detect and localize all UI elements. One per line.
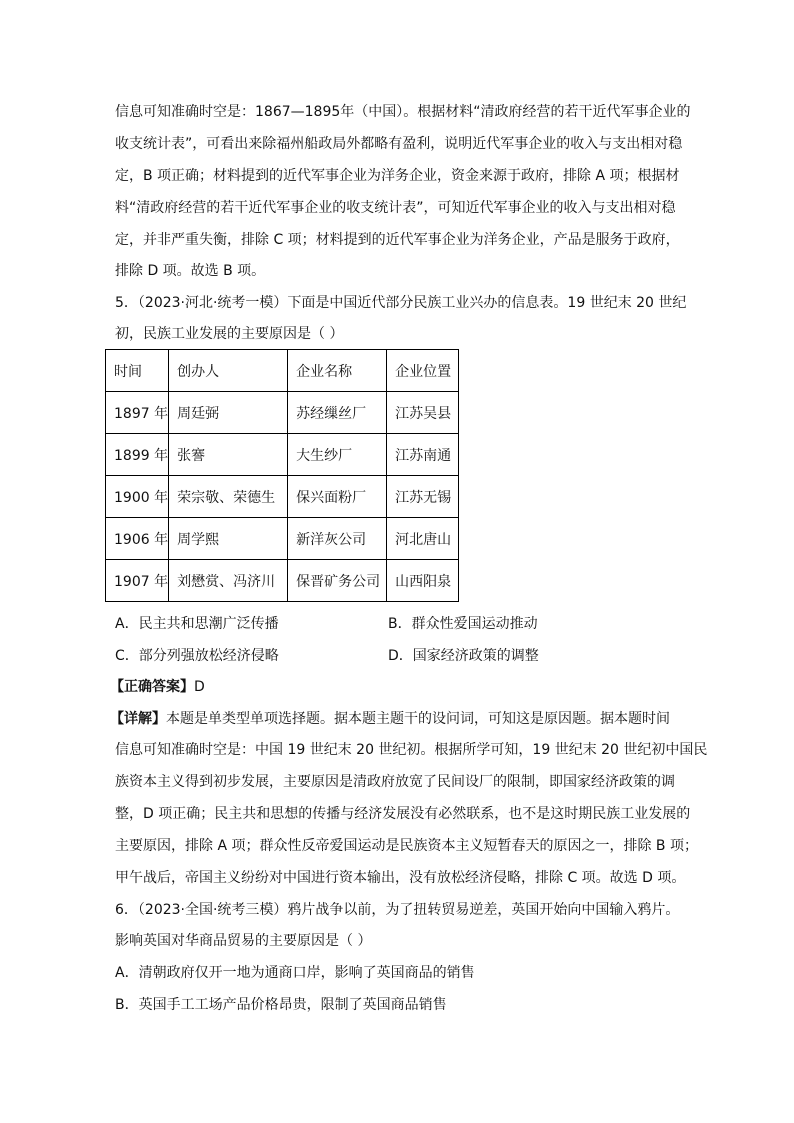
table-cell: 1900 年 xyxy=(106,476,169,518)
q5-detail-line xyxy=(110,709,690,729)
prev-explanation-line: 排除 D 项。故选 B 项。 xyxy=(115,263,266,279)
q6-stem-line: 影响英国对华商品贸易的主要原因是（ ） xyxy=(115,933,372,949)
table-row xyxy=(106,392,459,434)
enterprise-info-table xyxy=(105,349,459,602)
table-header-cell: 创办人 xyxy=(169,350,288,392)
table-cell: 1897 年 xyxy=(106,392,169,434)
q5-answer-line xyxy=(110,677,690,697)
q5-detail-line: 主要原因，排除 A 项；群众性反帝爱国运动是民族资本主义短暂春天的原因之一，排除 B 项； xyxy=(115,838,698,854)
answer-value: D xyxy=(194,679,205,695)
table-cell: 河北唐山 xyxy=(387,518,459,560)
table-cell: 张謇 xyxy=(169,434,288,476)
table-header-cell: 时间 xyxy=(106,350,169,392)
q5-option-b: B．群众性爱国运动推动 xyxy=(388,616,538,632)
table-cell: 1899 年 xyxy=(106,434,169,476)
table-cell: 江苏吴县 xyxy=(387,392,459,434)
q5-option-d: D．国家经济政策的调整 xyxy=(388,648,539,664)
q6-option-b: B．英国手工工场产品价格昂贵，限制了英国商品销售 xyxy=(115,997,447,1013)
table-cell: 1907 年 xyxy=(106,560,169,602)
q6-option-a: A．清朝政府仅开一地为通商口岸，影响了英国商品的销售 xyxy=(115,965,475,981)
table-cell: 苏经缫丝厂 xyxy=(288,392,387,434)
table-cell: 1906 年 xyxy=(106,518,169,560)
q5-option-c: C．部分列强放松经济侵略 xyxy=(115,648,279,664)
table-cell: 新洋灰公司 xyxy=(288,518,387,560)
table-cell: 刘懋赏、冯济川 xyxy=(169,560,288,602)
detail-label: 【详解】 xyxy=(110,711,166,727)
answer-label: 【正确答案】 xyxy=(110,679,194,695)
table-cell: 周学熙 xyxy=(169,518,288,560)
table-row xyxy=(106,518,459,560)
q5-option-a: A．民主共和思潮广泛传播 xyxy=(115,616,279,632)
table-cell: 江苏南通 xyxy=(387,434,459,476)
q6-stem-line: 6．（2023·全国·统考三模）鸦片战争以前，为了扭转贸易逆差，英国开始向中国输入鸦片。 xyxy=(115,902,680,918)
table-cell: 保兴面粉厂 xyxy=(288,476,387,518)
table-cell: 山西阳泉 xyxy=(387,560,459,602)
detail-text: 本题是单类型单项选择题。据本题主题干的设问词，可知这是原因题。据本题时间 xyxy=(166,711,670,727)
table-header-row xyxy=(106,350,459,392)
table-cell: 荣宗敬、荣德生 xyxy=(169,476,288,518)
prev-explanation-line: 信息可知准确时空是：1867—1895年（中国）。根据材料“清政府经营的若干近代军事企业的 xyxy=(115,104,691,120)
q5-stem-line: 5．（2023·河北·统考一模）下面是中国近代部分民族工业兴办的信息表。19 世纪末 20 世纪 xyxy=(115,295,687,311)
table-cell: 大生纱厂 xyxy=(288,434,387,476)
table-header-cell: 企业位置 xyxy=(387,350,459,392)
prev-explanation-line: 收支统计表”，可看出来除福州船政局外都略有盈利，说明近代军事企业的收入与支出相对稳 xyxy=(115,136,683,152)
q5-detail-line: 整，D 项正确；民主共和思想的传播与经济发展没有必然联系，也不是这时期民族工业发展的 xyxy=(115,806,691,822)
table-row xyxy=(106,434,459,476)
q5-detail-line: 族资本主义得到初步发展，主要原因是清政府放宽了民间设厂的限制，即国家经济政策的调 xyxy=(115,774,675,790)
prev-explanation-line: 定，B 项正确；材料提到的近代军事企业为洋务企业，资金来源于政府，排除 A 项；根据材 xyxy=(115,168,680,184)
q5-stem-line: 初，民族工业发展的主要原因是（ ） xyxy=(115,326,344,342)
q5-detail-line: 信息可知准确时空是：中国 19 世纪末 20 世纪初。根据所学可知，19 世纪末 20 世纪初中国民 xyxy=(115,742,708,758)
q5-detail-line: 甲午战后，帝国主义纷纷对中国进行资本输出，没有放松经济侵略，排除 C 项。故选 D 项。 xyxy=(115,870,686,886)
table-cell: 保晋矿务公司 xyxy=(288,560,387,602)
prev-explanation-line: 料“清政府经营的若干近代军事企业的收支统计表”，可知近代军事企业的收入与支出相对稳 xyxy=(115,200,676,216)
table-row xyxy=(106,560,459,602)
table-row xyxy=(106,476,459,518)
table-cell: 周廷弼 xyxy=(169,392,288,434)
table-cell: 江苏无锡 xyxy=(387,476,459,518)
table-header-cell: 企业名称 xyxy=(288,350,387,392)
prev-explanation-line: 定，并非严重失衡，排除 C 项；材料提到的近代军事企业为洋务企业，产品是服务于政府， xyxy=(115,232,680,248)
